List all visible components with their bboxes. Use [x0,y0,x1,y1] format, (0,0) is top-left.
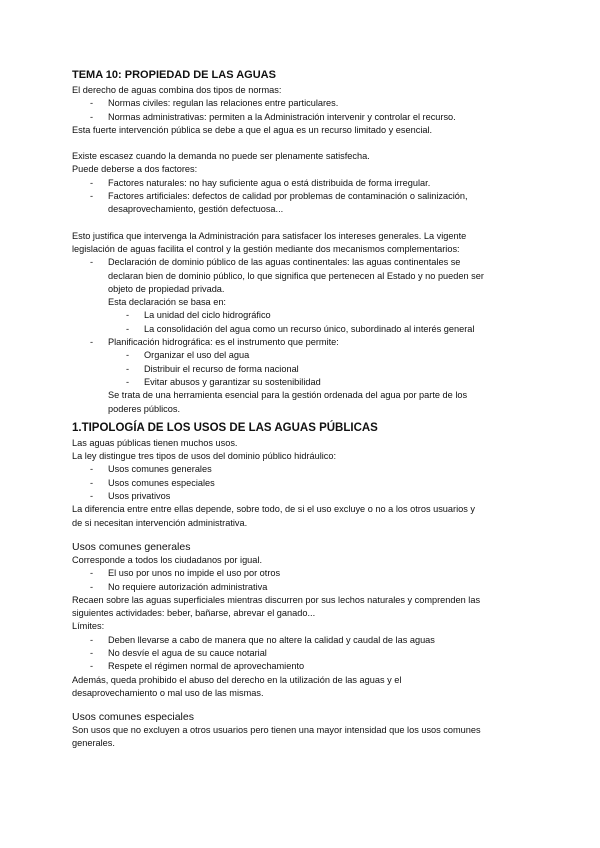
bullet-item: - Usos privativos [72,490,532,503]
bullet-item: - Planificación hidrográfica: es el instrumento que permite: [72,336,532,349]
bullet-item: - Normas administrativas: permiten a la Administración intervenir y controlar el recurso. [72,111,532,124]
bullet-item: - Declaración de dominio público de las aguas continentales: las aguas continentales se [72,256,532,269]
section-heading: 1.TIPOLOGÍA DE LOS USOS DE LAS AGUAS PÚBLICAS [72,421,378,434]
bullet-item: - No desvíe el agua de su cauce notarial [72,647,532,660]
paragraph-line: Existe escasez cuando la demanda no puede ser plenamente satisfecha. [72,151,370,162]
bullet-item: - El uso por unos no impide el uso por otros [72,567,532,580]
bullet-item: - Usos comunes especiales [72,477,532,490]
sub-bullet-item: - Evitar abusos y garantizar su sostenibilidad [72,376,532,389]
paragraph-line: Límites: [72,621,105,632]
paragraph-line: Esto justifica que intervenga la Administración para satisfacer los intereses generales. La vigente [72,230,467,241]
bullet-item: - Normas civiles: regulan las relaciones entre particulares. [72,97,532,110]
bullet-continuation: declaran bien de dominio público, lo que significa que pertenecen al Estado y no pueden ser [108,270,484,281]
paragraph-line: siguientes actividades: beber, bañarse, abrevar el ganado... [72,608,316,619]
indented-line: Se trata de una herramienta esencial para la gestión ordenada del agua por parte de los [108,390,468,401]
indented-line: poderes públicos. [108,403,181,414]
sub-bullet-item: - La consolidación del agua como un recurso único, subordinado al interés general [72,323,532,336]
bullet-item: - Factores naturales: no hay suficiente agua o está distribuida de forma irregular. [72,177,532,190]
bullet-item: - Factores artificiales: defectos de calidad por problemas de contaminación o salinización, [72,190,532,203]
sub-bullet-item: - Organizar el uso del agua [72,349,532,362]
sub-bullet-item: - Distribuir el recurso de forma nacional [72,363,532,376]
bullet-item: - No requiere autorización administrativa [72,581,532,594]
subsection-heading: Usos comunes especiales [72,711,194,724]
paragraph-line: desaprovechamiento o mal uso de las mismas. [72,687,264,698]
paragraph-line: de si necesitan intervención administrativa. [72,517,248,528]
paragraph-line: legislación de aguas facilita el control y la gestión mediante dos mecanismos complementarios: [72,243,460,254]
bullet-item: - Deben llevarse a cabo de manera que no altere la calidad y caudal de las aguas [72,634,532,647]
paragraph-line: Las aguas públicas tienen muchos usos. [72,437,238,448]
paragraph-line: Puede deberse a dos factores: [72,164,198,175]
document-page [72,68,532,751]
indented-line: Esta declaración se basa en: [108,297,226,308]
paragraph-line: Esta fuerte intervención pública se debe a que el agua es un recurso limitado y esencial. [72,124,433,135]
bullet-continuation: desaprovechamiento, gestión defectuosa... [108,204,284,215]
paragraph-line: La diferencia entre entre ellas depende, sobre todo, de si el uso excluye o no a los otros usuarios y [72,504,475,515]
subsection-heading: Usos comunes generales [72,540,191,553]
bullet-item: - Usos comunes generales [72,463,532,476]
paragraph-line: Recaen sobre las aguas superficiales mientras discurren por sus lechos naturales y comprenden las [72,594,481,605]
bullet-continuation: objeto de propiedad privada. [108,283,225,294]
paragraph-line: generales. [72,738,115,749]
sub-bullet-item: - La unidad del ciclo hidrográfico [72,309,532,322]
paragraph-line: Son usos que no excluyen a otros usuarios pero tienen una mayor intensidad que los usos comunes [72,725,481,736]
paragraph-line: Además, queda prohibido el abuso del derecho en la utilización de las aguas y el [72,674,402,685]
bullet-item: - Respete el régimen normal de aprovechamiento [72,660,532,673]
paragraph-line: La ley distingue tres tipos de usos del dominio público hidráulico: [72,451,337,462]
page-title: TEMA 10: PROPIEDAD DE LAS AGUAS [72,69,276,81]
paragraph-line: El derecho de aguas combina dos tipos de normas: [72,85,282,95]
paragraph-line: Corresponde a todos los ciudadanos por igual. [72,554,262,565]
